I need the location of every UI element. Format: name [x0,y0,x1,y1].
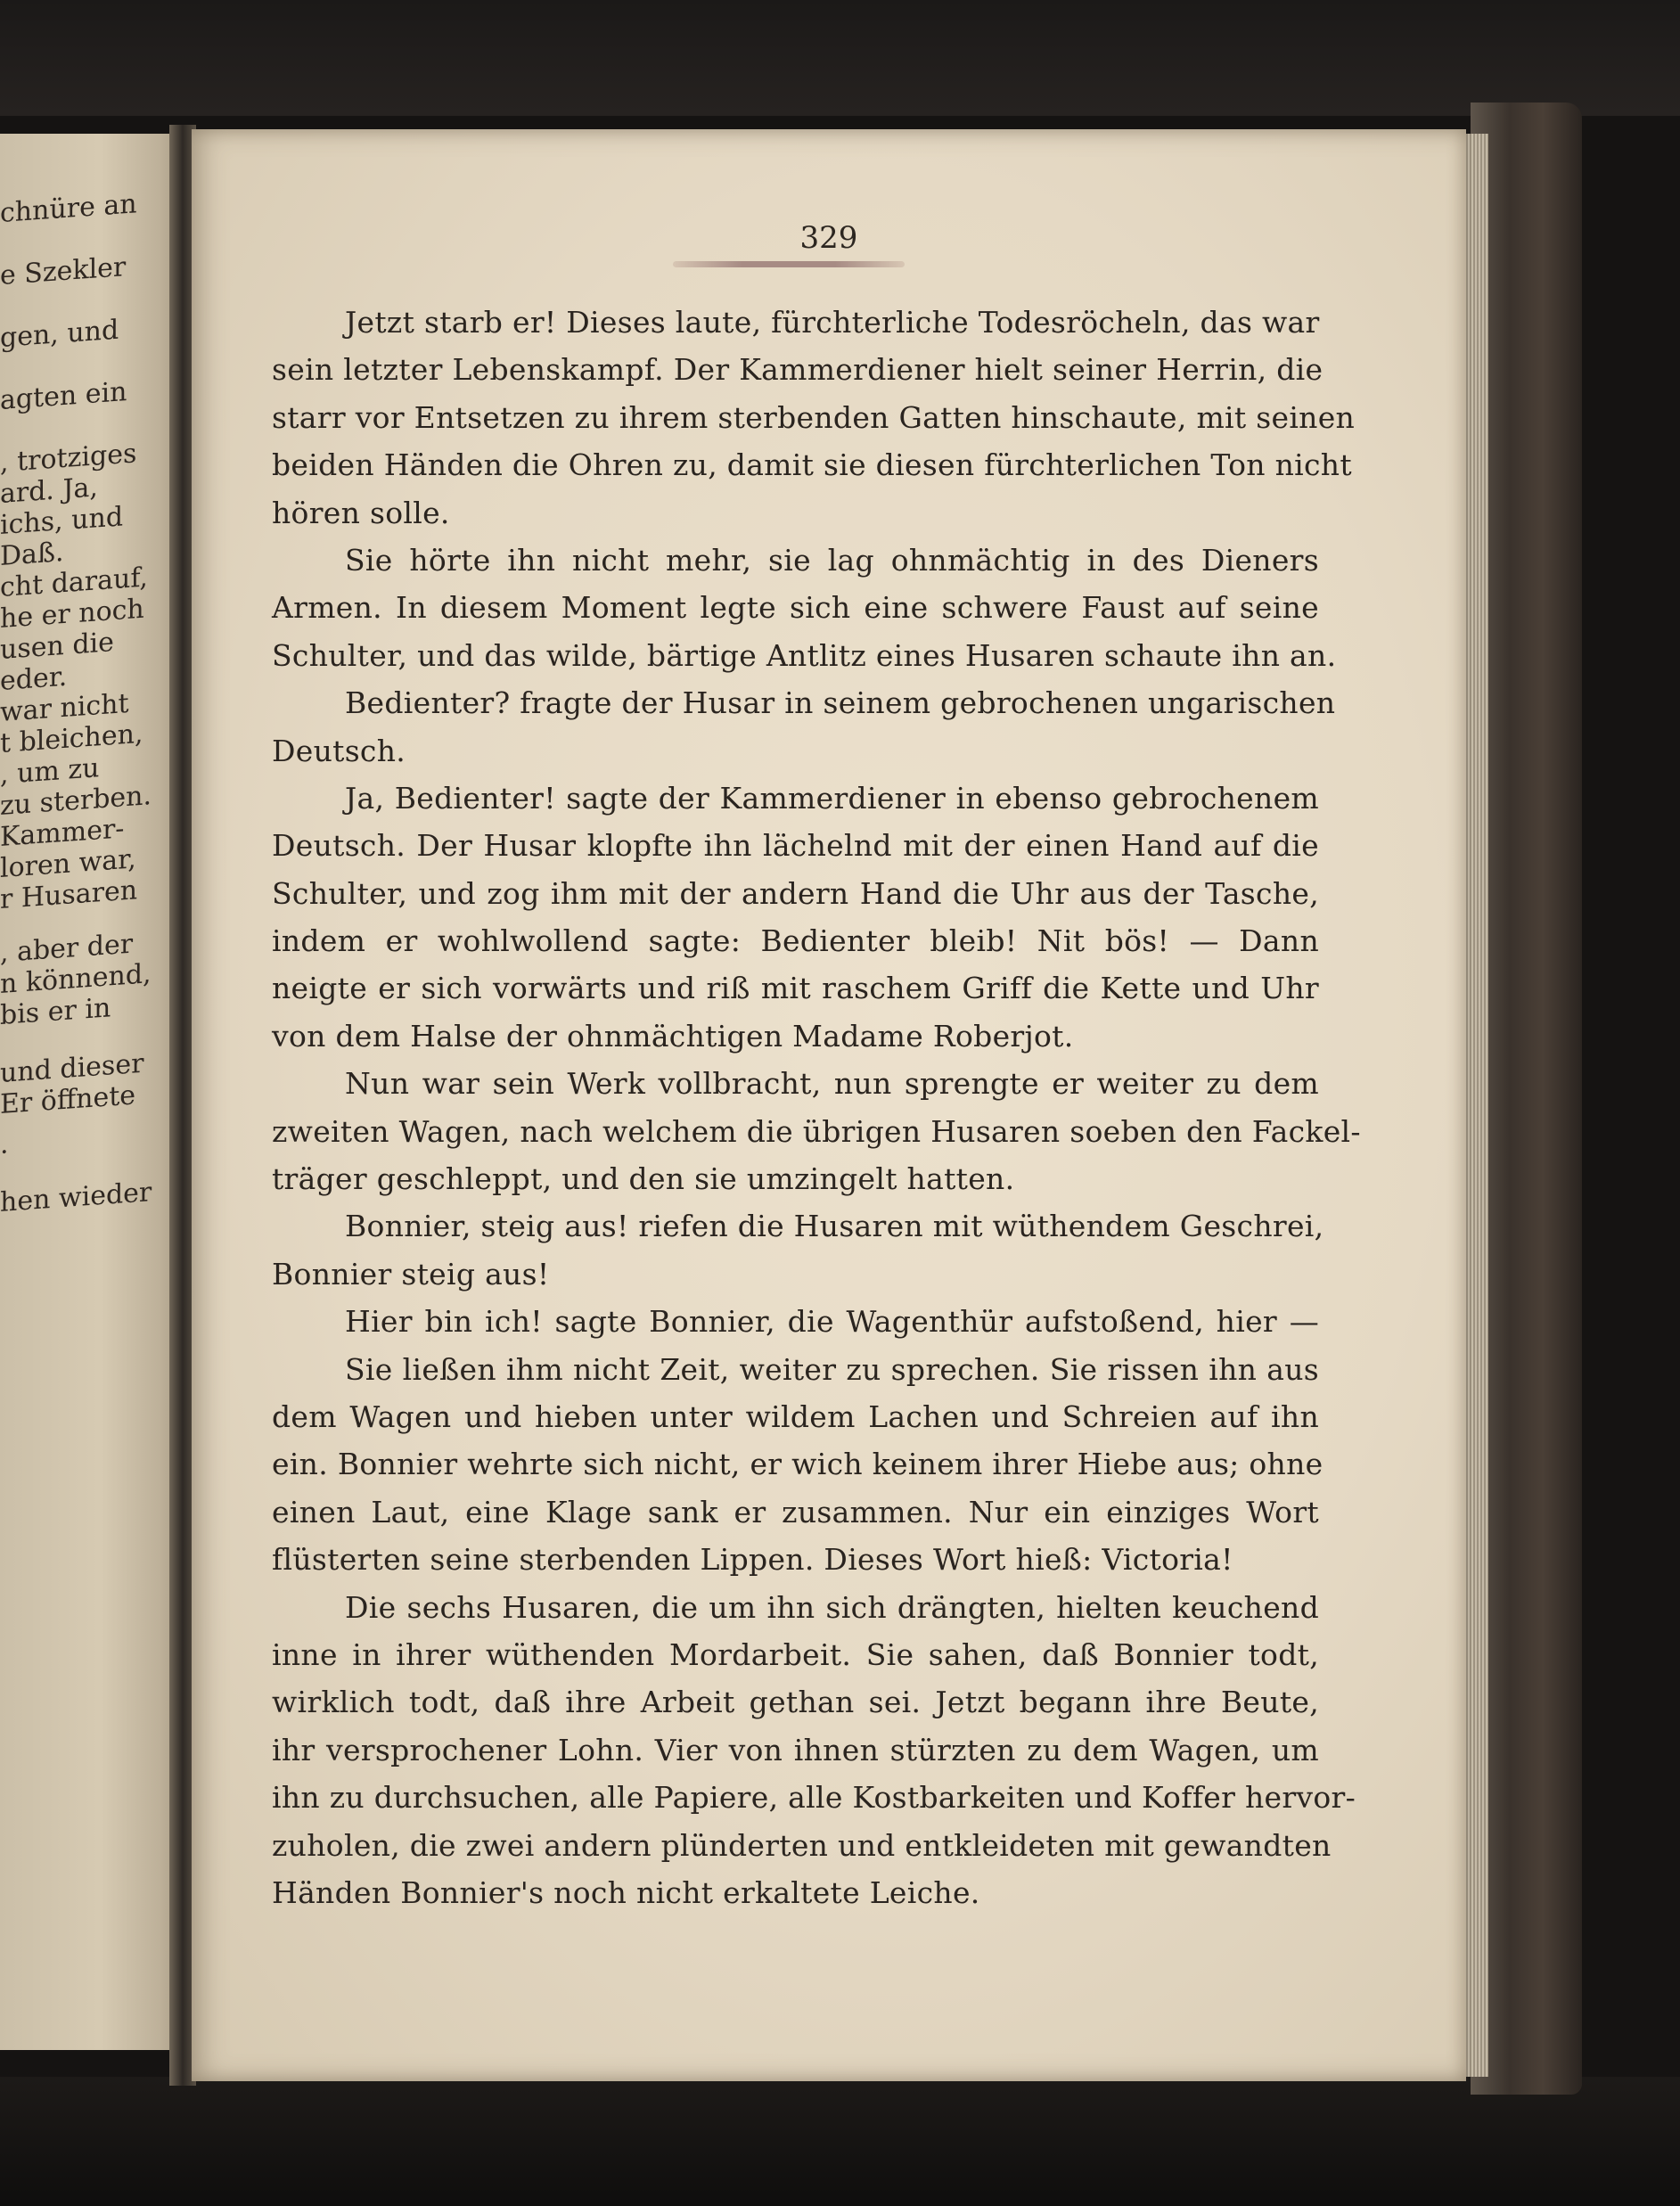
text-line: Nun war sein Werk vollbracht, nun sprengte er weiter zu dem [345,1066,1319,1102]
left-page-fragment [0,134,183,2050]
text-block [272,299,1361,1916]
text-line: Armen. In diesem Moment legte sich eine schwere Faust auf seine [272,590,1319,626]
backdrop-bottom [0,2077,1680,2206]
text-line: Händen Bonnier's noch nicht erkaltete Leiche. [272,1874,980,1910]
text-line: hören solle. [272,495,450,530]
left-page-line: gen, und [0,314,119,354]
text-line: Bonnier steig aus! [272,1256,550,1292]
left-page-line: loren war, [0,843,136,884]
left-page-line: Daß. [0,536,64,572]
text-line: inne in ihrer wüthenden Mordarbeit. Sie sahen, daß Bonnier todt, [272,1636,1319,1672]
left-page-line: war nicht [0,687,129,728]
text-line: Die sechs Husaren, die um ihn sich drängten, hielten keuchend [345,1589,1319,1625]
left-page-line: hen wieder [0,1177,152,1218]
left-page-line: , aber der [0,928,134,969]
left-page-line: e Szekler [0,251,127,291]
text-line: neigte er sich vorwärts und riß mit raschem Griff die Kette und Uhr [272,971,1319,1006]
text-line: Ja, Bedienter! sagte der Kammerdiener in ebenso gebrochenem [345,780,1319,816]
left-page-line: zu sterben. [0,780,152,822]
text-line: Schulter, und zog ihm mit der andern Hand die Uhr aus der Tasche, [272,875,1319,911]
left-page-line: usen die [0,627,114,666]
text-line: Bedienter? fragte der Husar in seinem gebrochenen ungarischen [345,685,1336,721]
text-line: einen Laut, eine Klage sank er zusammen. Nur ein einziges Wort [272,1494,1319,1529]
text-line: Deutsch. [272,733,406,768]
text-line: flüsterten seine sterbenden Lippen. Dieses Wort hieß: Victoria! [272,1542,1233,1578]
text-line: beiden Händen die Ohren zu, damit sie diesen fürchterlichen Ton nicht [272,447,1352,483]
text-line: Hier bin ich! sagte Bonnier, die Wagenthür aufstoßend, hier — [345,1304,1319,1340]
backdrop-top [0,0,1680,116]
left-page-line: ichs, und [0,501,124,541]
page-number-rule [673,261,905,267]
left-page-line: chnüre an [0,188,137,229]
text-line: Jetzt starb er! Dieses laute, fürchterliche Todesröcheln, das war [345,305,1320,340]
left-page-line: , trotziges [0,438,137,479]
text-line: indem er wohlwollend sagte: Bedienter bleib! Nit bös! — Dann [272,923,1319,959]
text-line: wirklich todt, daß ihre Arbeit gethan sei. Jetzt begann ihre Beute, [272,1685,1319,1720]
text-line: Deutsch. Der Husar klopfte ihn lächelnd mit der einen Hand auf die [272,828,1319,864]
text-line: träger geschleppt, und den sie umzingelt hatten. [272,1161,1015,1197]
left-page-line: Er öffnete [0,1079,136,1120]
left-page-line: eder. [0,660,68,697]
text-line: ihn zu durchsuchen, alle Papiere, alle Kostbarkeiten und Koffer hervor- [272,1780,1356,1816]
left-page-line: , um zu [0,752,100,791]
text-line: von dem Halse der ohnmächtigen Madame Roberjot. [272,1018,1074,1054]
text-line: zweiten Wagen, nach welchem die übrigen Husaren soeben den Fackel- [272,1113,1361,1149]
text-line: zuholen, die zwei andern plünderten und entkleideten mit gewandten [272,1827,1332,1863]
text-line: Sie hörte ihn nicht mehr, sie lag ohnmächtig in des Dieners [345,542,1319,578]
text-line: Bonnier, steig aus! riefen die Husaren mit wüthendem Geschrei, [345,1209,1324,1244]
left-page-line: cht darauf, [0,562,148,603]
left-page-line: ard. Ja, [0,472,98,510]
left-page-line: t bleichen, [0,718,143,759]
left-page-line: n könnend, [0,958,152,1000]
text-line: dem Wagen und hieben unter wildem Lachen und Schreien auf ihn [272,1398,1319,1434]
text-line: sein letzter Lebenskampf. Der Kammerdiener hielt seiner Herrin, die [272,352,1324,388]
left-page-line: und dieser [0,1047,144,1089]
book-page [192,129,1466,2081]
text-line: Sie ließen ihm nicht Zeit, weiter zu sprechen. Sie rissen ihn aus [345,1351,1319,1387]
left-page-line: Kammer- [0,813,125,853]
left-page-line: r Husaren [0,874,138,915]
text-line: Schulter, und das wilde, bärtige Antlitz eines Husaren schaute ihn an. [272,637,1337,673]
left-page-line: . [0,1128,9,1160]
text-line: starr vor Entsetzen zu ihrem sterbenden Gatten hinschaute, mit seinen [272,399,1356,435]
page-number: 329 [799,220,858,256]
left-page-line: he er noch [0,593,144,635]
text-line: ihr versprochener Lohn. Vier von ihnen stürzten zu dem Wagen, um [272,1732,1319,1767]
left-page-line: bis er in [0,992,111,1031]
text-line: ein. Bonnier wehrte sich nicht, er wich keinem ihrer Hiebe aus; ohne [272,1447,1324,1482]
left-page-line: agten ein [0,376,127,416]
